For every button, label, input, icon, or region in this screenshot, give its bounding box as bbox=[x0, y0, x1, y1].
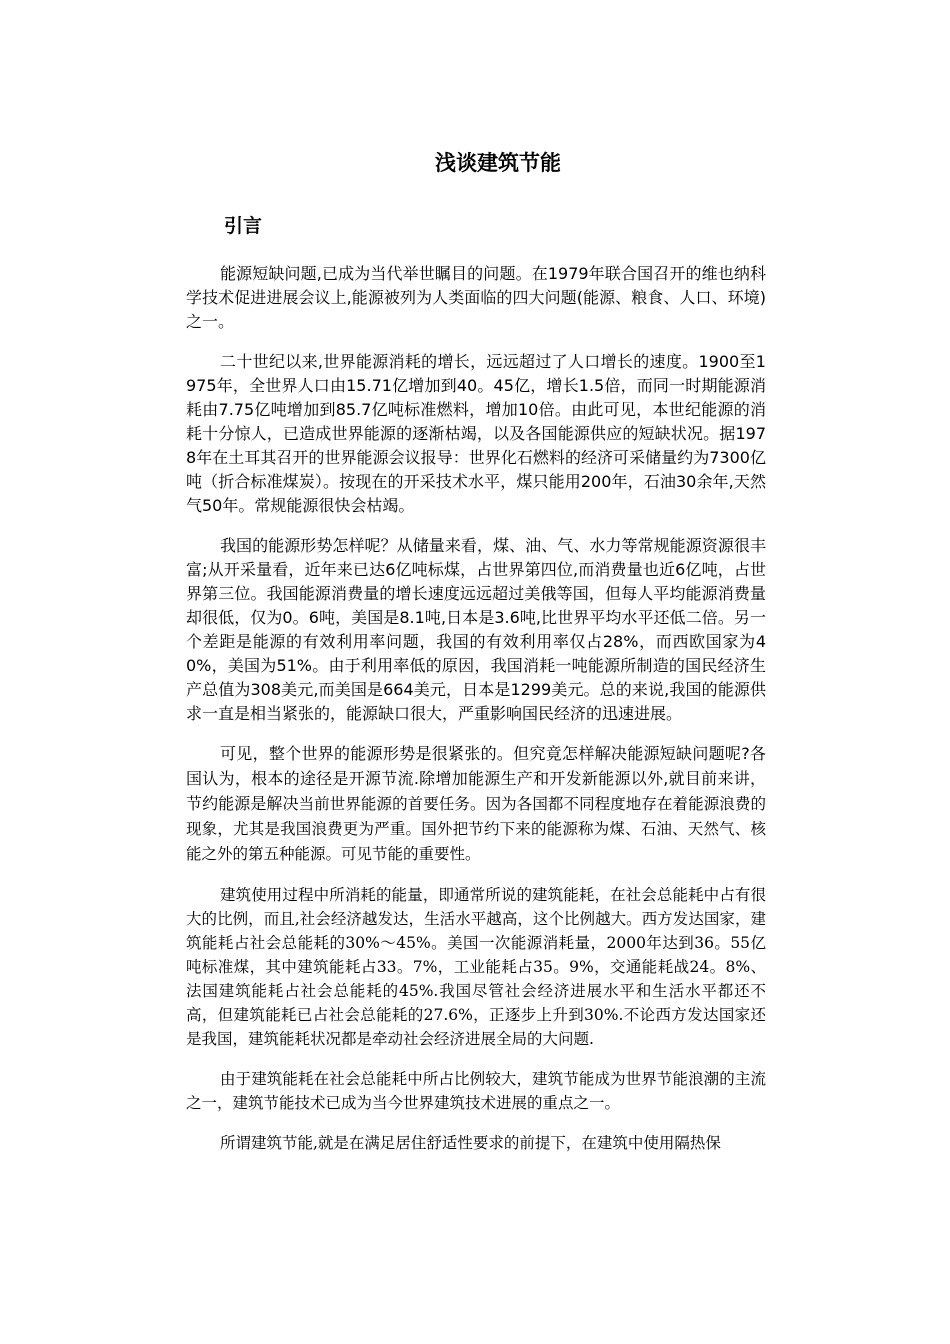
paragraph-energy-conservation bbox=[186, 742, 766, 867]
paragraph-energy-conservation-part1: 可见，整个世界的能源形势是很紧张的。但究竟怎样解决能源短缺问题呢?各国认为，根本的途径是开源节流.除增加能源生产和开发新能源以外,就目前来讲，节约能源是解决 bbox=[186, 744, 766, 813]
section-heading-introduction: 引言 bbox=[224, 215, 263, 237]
paragraph-building-energy-saving-definition: 所谓建筑节能,就是在满足居住舒适性要求的前提下，在建筑中使用隔热保 bbox=[220, 1134, 721, 1152]
paragraph-energy-conservation-part2: 当前世界能源的首要任务。因为各国都不同程度地存在着能源浪费的现象，尤其是我国浪费更为严重。国外把节约下来的能源称为煤、石油、天然气、核能之外的第五种能源。可见节能的重要性。 bbox=[186, 795, 766, 863]
paragraph-china-energy-situation: 我国的能源形势怎样呢？从储量来看，煤、油、气、水力等常规能源资源很丰富;从开采量看，近年来已达6亿吨标煤，占世界第四位,而消费量也近6亿吨，占世界第三位。我国能源消费量的增长速度远远超过美俄等国，但每人平均能源消费量却很低，仅为0。6吨，美国是8.1吨,日本是3.6吨,比世界平均水平还低二倍。另一个差距是能源的有效利用率问题，我国的有效利用率仅占28%，而西欧国家为40%，美国为51%。由于利用率低的原因，我国消耗一吨能源所制造的国民经济生产总值为308美元,而美国是664美元，日本是1299美元。总的来说,我国的能源供求一直是相当紧张的，能源缺口很大，严重影响国民经济的迅速进展。 bbox=[186, 536, 766, 723]
paragraph-energy-shortage: 能源短缺问题,已成为当代举世瞩目的问题。在1979年联合国召开的维也纳科学技术促进进展会议上,能源被列为人类面临的四大问题(能源、粮食、人口、环境)之一。 bbox=[186, 264, 766, 331]
paragraph-world-energy-consumption: 二十世纪以来,世界能源消耗的增长，远远超过了人口增长的速度。1900至1975年，全世界人口由15.71亿增加到40。45亿，增长1.5倍，而同一时期能源消耗由7.75亿吨增加到85.7亿吨标准燃料，增加10倍。由此可见，本世纪能源的消耗十分惊人，已造成世界能源的逐渐枯竭，以及各国能源供应的短缺状况。据1978年在土耳其召开的世界能源会议报导：世界化石燃料的经济可采储量约为7300亿吨（折合标准煤炭）。按现在的开采技术水平，煤只能用200年，石油30余年,天然气50年。常规能源很快会枯竭。 bbox=[186, 352, 766, 515]
paragraph-building-energy-saving-trend: 由于建筑能耗在社会总能耗中所占比例较大，建筑节能成为世界节能浪潮的主流之一，建筑节能技术已成为当今世界建筑技术进展的重点之一。 bbox=[186, 1070, 766, 1112]
document-title: 浅谈建筑节能 bbox=[435, 151, 561, 175]
paragraph-building-energy-consumption: 建筑使用过程中所消耗的能量，即通常所说的建筑能耗，在社会总能耗中占有很大的比例，而且,社会经济越发达，生活水平越高，这个比例越大。西方发达国家，建筑能耗占社会总能耗的30%～45%。美国一次能源消耗量，2000年达到36。55亿吨标准煤，其中建筑能耗占33。7%，工业能耗占35。9%，交通能耗战24。8%、法国建筑能耗占社会总能耗的45%.我国尽管社会经济进展水平和生活水平都还不高，但建筑能耗已占社会总能耗的27.6%，正逐步上升到30%.不论西方发达国家还是我国，建筑能耗状况都是牵动社会经济进展全局的大问题. bbox=[186, 886, 766, 1048]
document-body bbox=[186, 262, 766, 1171]
